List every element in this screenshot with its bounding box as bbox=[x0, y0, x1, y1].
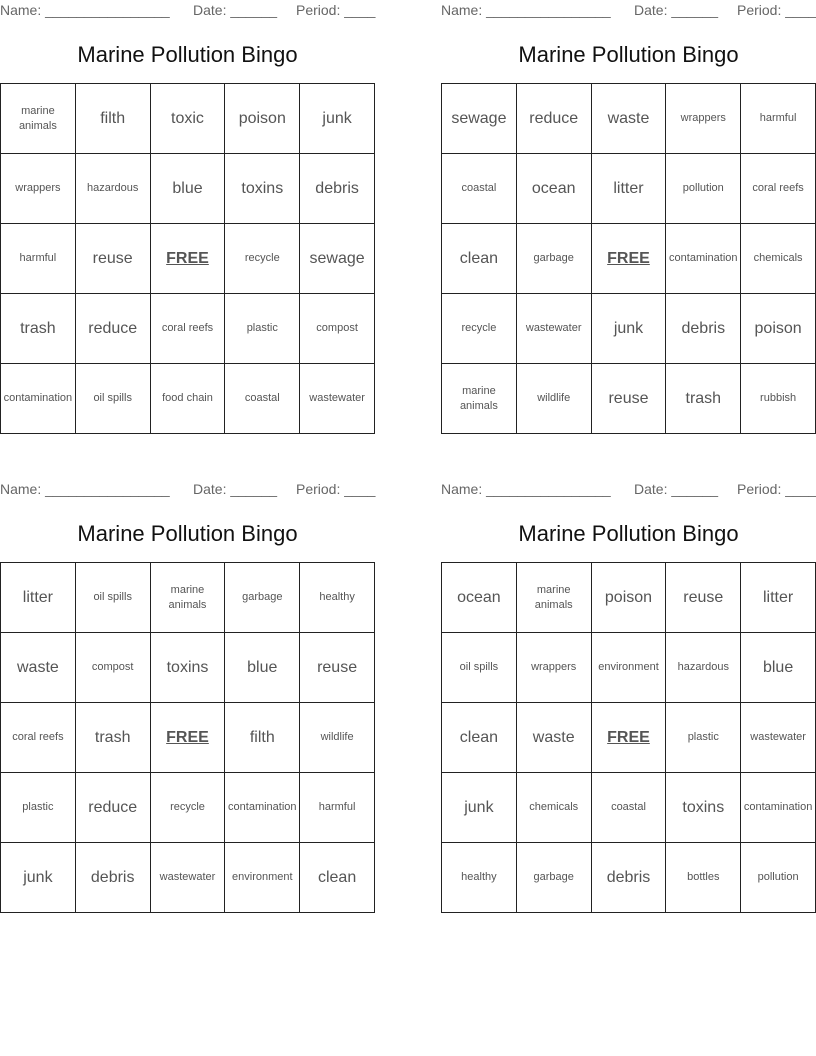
bingo-cell: contamination bbox=[225, 773, 300, 843]
bingo-cell: chemicals bbox=[517, 773, 592, 843]
bingo-cell: wrappers bbox=[666, 84, 741, 154]
bingo-cell: rubbish bbox=[741, 364, 816, 434]
bingo-cell: debris bbox=[592, 843, 667, 913]
bingo-cell: litter bbox=[1, 563, 76, 633]
bingo-cell: filth bbox=[76, 84, 151, 154]
bingo-cell: food chain bbox=[151, 364, 226, 434]
date-field: Date: ______ bbox=[634, 2, 719, 18]
bingo-cell: wrappers bbox=[1, 154, 76, 224]
free-space: FREE bbox=[151, 224, 226, 294]
free-space: FREE bbox=[592, 224, 667, 294]
bingo-cell: wildlife bbox=[517, 364, 592, 434]
bingo-cell: waste bbox=[592, 84, 667, 154]
bingo-cell: toxic bbox=[151, 84, 226, 154]
bingo-grid bbox=[0, 83, 375, 434]
bingo-cell: compost bbox=[76, 633, 151, 703]
bingo-cell: coastal bbox=[442, 154, 517, 224]
bingo-cell: compost bbox=[300, 294, 375, 364]
card-title: Marine Pollution Bingo bbox=[77, 521, 298, 546]
date-field: Date: ______ bbox=[193, 481, 278, 497]
bingo-cell: recycle bbox=[442, 294, 517, 364]
bingo-cell: blue bbox=[741, 633, 816, 703]
bingo-cell: oil spills bbox=[76, 563, 151, 633]
bingo-cell: marine animals bbox=[1, 84, 76, 154]
bingo-cell: wastewater bbox=[741, 703, 816, 773]
bingo-cell: pollution bbox=[666, 154, 741, 224]
bingo-cell: poison bbox=[225, 84, 300, 154]
card-title: Marine Pollution Bingo bbox=[518, 42, 739, 67]
bingo-cell: healthy bbox=[300, 563, 375, 633]
bingo-cell: toxins bbox=[666, 773, 741, 843]
bingo-cell: reuse bbox=[76, 224, 151, 294]
bingo-cell: junk bbox=[442, 773, 517, 843]
bingo-cell: wastewater bbox=[300, 364, 375, 434]
period-field: Period: ____ bbox=[737, 2, 816, 18]
bingo-cell: marine animals bbox=[151, 563, 226, 633]
bingo-cell: debris bbox=[300, 154, 375, 224]
bingo-cell: clean bbox=[442, 224, 517, 294]
bingo-cell: contamination bbox=[666, 224, 741, 294]
bingo-cell: litter bbox=[592, 154, 667, 224]
bingo-cell: environment bbox=[592, 633, 667, 703]
bingo-grid bbox=[441, 562, 816, 913]
bingo-cell: toxins bbox=[225, 154, 300, 224]
bingo-cell: poison bbox=[741, 294, 816, 364]
bingo-cell: reuse bbox=[592, 364, 667, 434]
period-field: Period: ____ bbox=[296, 481, 376, 497]
bingo-cell: debris bbox=[76, 843, 151, 913]
bingo-cell: trash bbox=[666, 364, 741, 434]
bingo-cell: harmful bbox=[741, 84, 816, 154]
bingo-cell: sewage bbox=[442, 84, 517, 154]
bingo-cell: wastewater bbox=[517, 294, 592, 364]
date-field: Date: ______ bbox=[193, 2, 278, 18]
bingo-cell: reduce bbox=[517, 84, 592, 154]
bingo-cell: harmful bbox=[300, 773, 375, 843]
bingo-cell: coastal bbox=[225, 364, 300, 434]
card-header bbox=[0, 479, 375, 503]
bingo-cell: reuse bbox=[300, 633, 375, 703]
period-field: Period: ____ bbox=[296, 2, 376, 18]
bingo-card-2 bbox=[441, 0, 816, 412]
bingo-cell: bottles bbox=[666, 843, 741, 913]
bingo-cell: coral reefs bbox=[1, 703, 76, 773]
bingo-card-3 bbox=[0, 479, 376, 886]
card-header bbox=[0, 0, 375, 24]
bingo-cell: wildlife bbox=[300, 703, 375, 773]
bingo-cell: plastic bbox=[1, 773, 76, 843]
bingo-cell: clean bbox=[442, 703, 517, 773]
bingo-cell: coral reefs bbox=[741, 154, 816, 224]
bingo-cell: chemicals bbox=[741, 224, 816, 294]
bingo-cell: oil spills bbox=[76, 364, 151, 434]
bingo-cell: garbage bbox=[225, 563, 300, 633]
bingo-cell: plastic bbox=[666, 703, 741, 773]
bingo-cell: coastal bbox=[592, 773, 667, 843]
bingo-cell: poison bbox=[592, 563, 667, 633]
card-title: Marine Pollution Bingo bbox=[518, 521, 739, 546]
bingo-cell: junk bbox=[1, 843, 76, 913]
bingo-cell: contamination bbox=[1, 364, 76, 434]
bingo-cell: recycle bbox=[151, 773, 226, 843]
bingo-cell: wastewater bbox=[151, 843, 226, 913]
bingo-cell: wrappers bbox=[517, 633, 592, 703]
bingo-cell: marine animals bbox=[517, 563, 592, 633]
bingo-cell: marine animals bbox=[442, 364, 517, 434]
bingo-cell: oil spills bbox=[442, 633, 517, 703]
card-header bbox=[441, 0, 816, 24]
free-space: FREE bbox=[151, 703, 226, 773]
bingo-cell: trash bbox=[1, 294, 76, 364]
card-header bbox=[441, 479, 816, 503]
bingo-cell: junk bbox=[592, 294, 667, 364]
bingo-card-4 bbox=[441, 479, 816, 886]
bingo-cell: garbage bbox=[517, 843, 592, 913]
bingo-cell: blue bbox=[225, 633, 300, 703]
name-field: Name: ________________ bbox=[441, 481, 611, 497]
bingo-cell: waste bbox=[517, 703, 592, 773]
bingo-cell: toxins bbox=[151, 633, 226, 703]
name-field: Name: ________________ bbox=[0, 481, 170, 497]
bingo-cell: filth bbox=[225, 703, 300, 773]
bingo-cell: healthy bbox=[442, 843, 517, 913]
date-field: Date: ______ bbox=[634, 481, 719, 497]
bingo-cell: sewage bbox=[300, 224, 375, 294]
card-title: Marine Pollution Bingo bbox=[77, 42, 298, 67]
bingo-cell: hazardous bbox=[76, 154, 151, 224]
bingo-cell: contamination bbox=[741, 773, 816, 843]
bingo-cell: environment bbox=[225, 843, 300, 913]
bingo-cell: garbage bbox=[517, 224, 592, 294]
bingo-cell: reduce bbox=[76, 294, 151, 364]
bingo-cell: litter bbox=[741, 563, 816, 633]
bingo-cell: reuse bbox=[666, 563, 741, 633]
free-space: FREE bbox=[592, 703, 667, 773]
bingo-cell: waste bbox=[1, 633, 76, 703]
bingo-cell: clean bbox=[300, 843, 375, 913]
bingo-cell: trash bbox=[76, 703, 151, 773]
bingo-cell: harmful bbox=[1, 224, 76, 294]
bingo-cell: hazardous bbox=[666, 633, 741, 703]
name-field: Name: ________________ bbox=[0, 2, 170, 18]
bingo-cell: blue bbox=[151, 154, 226, 224]
bingo-cell: coral reefs bbox=[151, 294, 226, 364]
bingo-cell: debris bbox=[666, 294, 741, 364]
bingo-card-1 bbox=[0, 0, 376, 405]
period-field: Period: ____ bbox=[737, 481, 816, 497]
bingo-cell: recycle bbox=[225, 224, 300, 294]
bingo-cell: pollution bbox=[741, 843, 816, 913]
bingo-cell: ocean bbox=[442, 563, 517, 633]
bingo-cell: junk bbox=[300, 84, 375, 154]
bingo-grid bbox=[0, 562, 375, 913]
bingo-grid bbox=[441, 83, 816, 434]
bingo-cell: reduce bbox=[76, 773, 151, 843]
bingo-cell: plastic bbox=[225, 294, 300, 364]
bingo-cell: ocean bbox=[517, 154, 592, 224]
name-field: Name: ________________ bbox=[441, 2, 611, 18]
